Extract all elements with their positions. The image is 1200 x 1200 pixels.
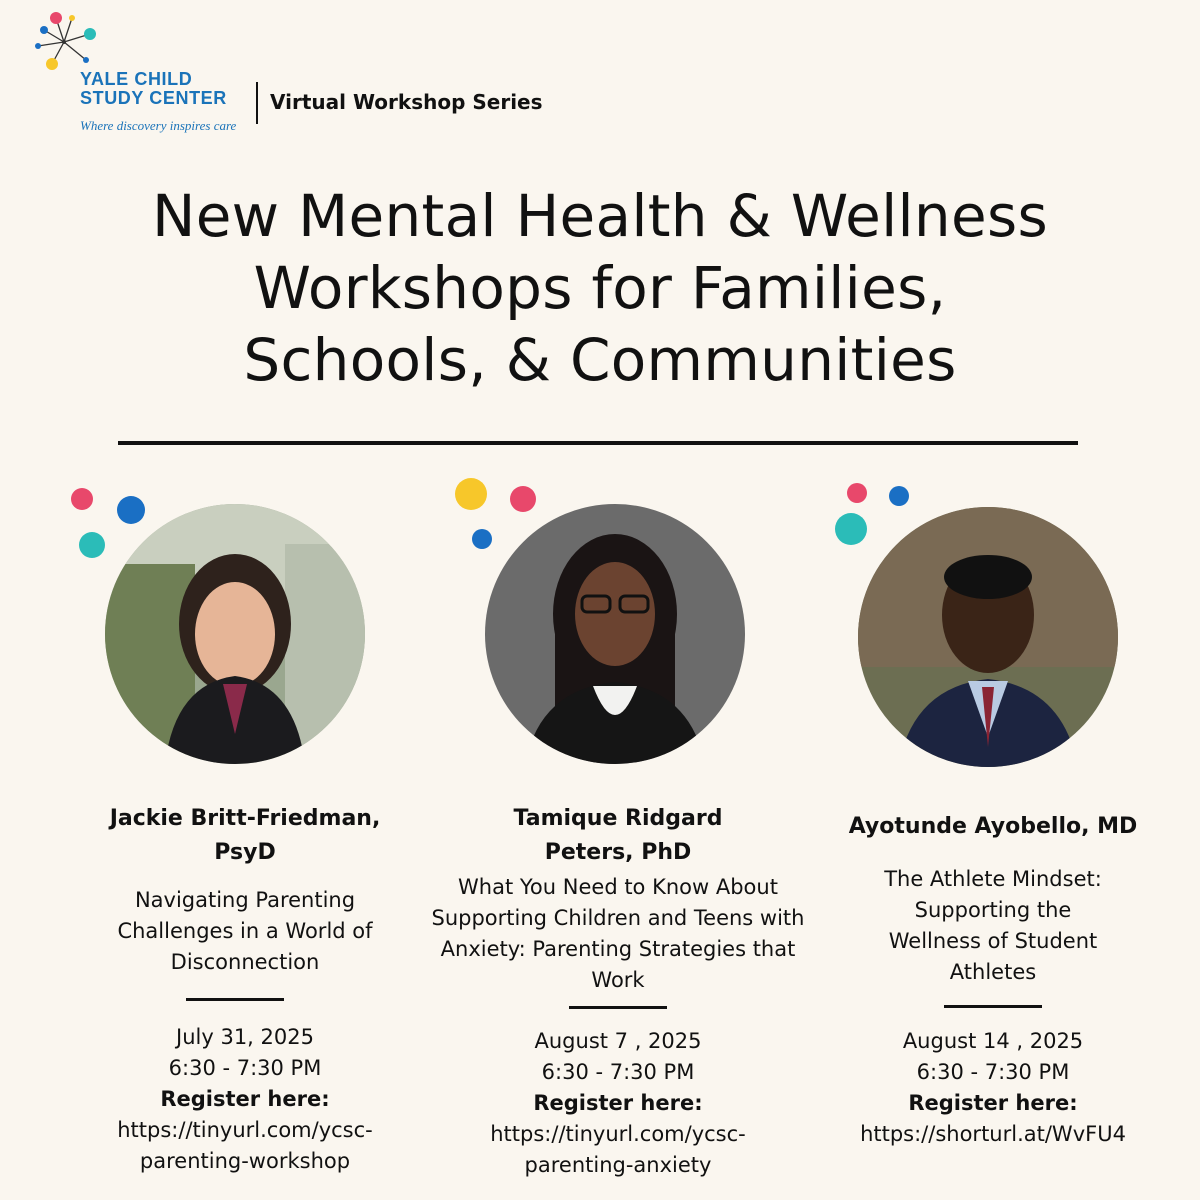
register-label: Register here:: [160, 1087, 330, 1111]
decor-dot-pink-icon: [847, 483, 867, 503]
speaker-photo: [858, 507, 1118, 767]
speaker-name: [793, 810, 1193, 844]
register-label: Register here:: [533, 1091, 703, 1115]
title-line1: New Mental Health & Wellness: [152, 182, 1048, 250]
decor-dot-blue-icon: [472, 529, 492, 549]
register-link[interactable]: [45, 1115, 445, 1177]
org-tagline: Where discovery inspires care: [80, 118, 237, 133]
register-link-line1[interactable]: https://tinyurl.com/ycsc-: [117, 1118, 373, 1142]
workshop-title-line: Navigating Parenting: [134, 888, 356, 912]
workshop-title: [45, 885, 445, 978]
speaker-name: [45, 802, 445, 870]
workshop-time: 6:30 - 7:30 PM: [168, 1056, 322, 1080]
workshop-title: [793, 864, 1193, 988]
decor-dot-blue-icon: [889, 486, 909, 506]
decor-dot-blue-icon: [117, 496, 145, 524]
org-name-line2: STUDY CENTER: [80, 88, 227, 108]
yale-logo-icon: [30, 10, 102, 72]
logo-divider: [256, 82, 258, 124]
workshop-title-line: The Athlete Mindset:: [884, 867, 1102, 891]
workshop-title-line: Challenges in a World of: [117, 919, 373, 943]
workshop-title: [418, 872, 818, 996]
speaker-card-1: [45, 470, 445, 1190]
decor-dot-teal-icon: [835, 513, 867, 545]
workshop-date: August 7 , 2025: [534, 1029, 702, 1053]
workshop-title-line: What You Need to Know About: [458, 875, 778, 899]
workshop-title-line: Wellness of Student: [888, 929, 1098, 953]
speaker-name: [418, 802, 818, 870]
speaker-photo: [485, 504, 745, 764]
title-line3: Schools, & Communities: [243, 326, 957, 394]
workshop-title-line: Supporting Children and Teens with: [431, 906, 805, 930]
title-divider: [118, 441, 1078, 445]
workshop-title-line: Supporting the: [914, 898, 1072, 922]
register-link-line1[interactable]: https://shorturl.at/WvFU4: [860, 1122, 1126, 1146]
workshop-date: August 14 , 2025: [902, 1029, 1084, 1053]
decor-dot-teal-icon: [79, 532, 105, 558]
series-label: Virtual Workshop Series: [270, 90, 543, 114]
speaker-name-line2: Peters, PhD: [544, 840, 692, 865]
workshop-date: July 31, 2025: [176, 1025, 314, 1049]
org-name: [80, 70, 227, 108]
workshop-title-line: Anxiety: Parenting Strategies that: [440, 937, 796, 961]
section-divider: [186, 998, 284, 1001]
register-link-line2[interactable]: parenting-workshop: [139, 1149, 351, 1173]
speaker-photo: [105, 504, 365, 764]
speaker-name-line1: Ayotunde Ayobello, MD: [848, 814, 1138, 839]
org-name-line1: YALE CHILD: [80, 69, 193, 89]
register-link[interactable]: [793, 1119, 1193, 1150]
decor-dot-pink-icon: [71, 488, 93, 510]
register-link[interactable]: [418, 1119, 818, 1181]
speaker-name-line2: PsyD: [214, 840, 276, 865]
speaker-card-2: [418, 470, 818, 1190]
register-link-line1[interactable]: https://tinyurl.com/ycsc-: [490, 1122, 746, 1146]
page-title: [0, 180, 1200, 396]
decor-dot-pink-icon: [510, 486, 536, 512]
workshop-time: 6:30 - 7:30 PM: [916, 1060, 1070, 1084]
workshop-title-line: Athletes: [949, 960, 1037, 984]
workshop-title-line: Work: [591, 968, 645, 992]
decor-dot-yellow-icon: [455, 478, 487, 510]
register-link-line2[interactable]: parenting-anxiety: [524, 1153, 712, 1177]
speaker-name-line1: Jackie Britt-Friedman,: [109, 806, 381, 831]
section-divider: [569, 1006, 667, 1009]
speaker-card-3: [793, 470, 1193, 1190]
speaker-name-line1: Tamique Ridgard: [513, 806, 723, 831]
title-line2: Workshops for Families,: [253, 254, 947, 322]
section-divider: [944, 1005, 1042, 1008]
register-label: Register here:: [908, 1091, 1078, 1115]
workshop-title-line: Disconnection: [170, 950, 320, 974]
workshop-time: 6:30 - 7:30 PM: [541, 1060, 695, 1084]
